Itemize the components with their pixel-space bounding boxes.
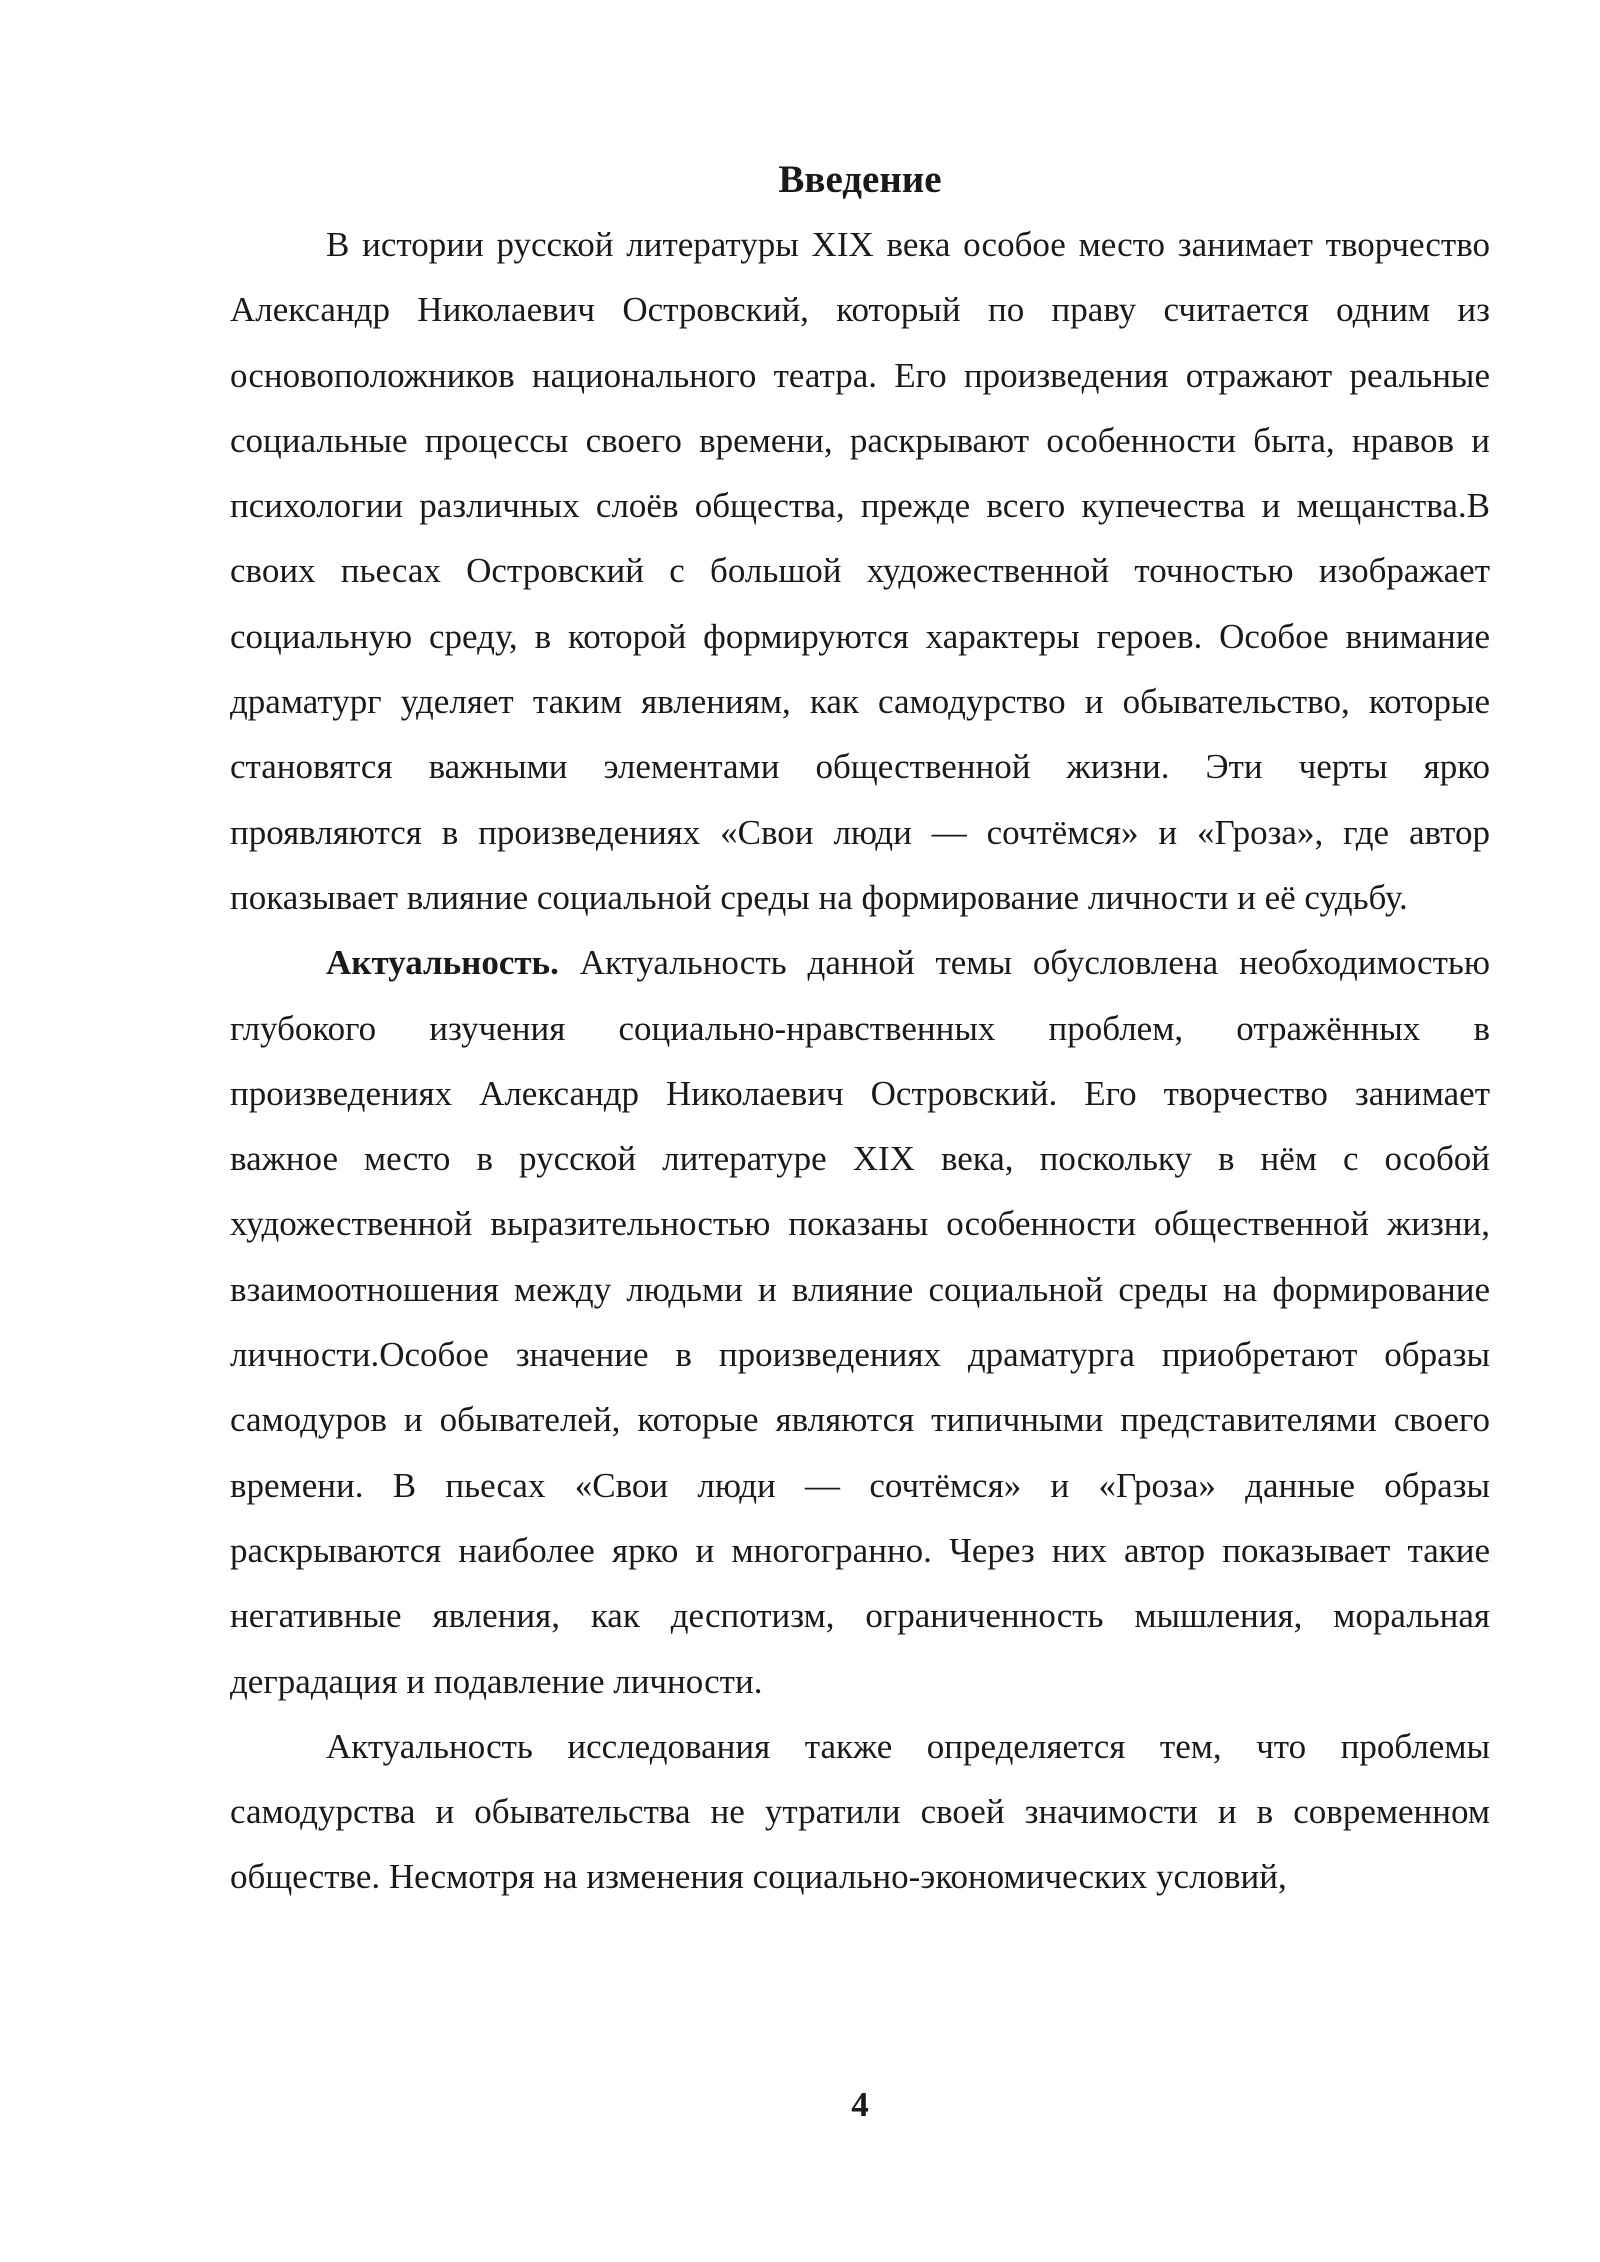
page-body bbox=[230, 150, 1490, 1910]
paragraph-relevance-continued-text: Актуальность исследования также определяется тем, что проблемы самодурства и обывательства не утратили своей значимости и в современном обществе. Несмотря на изменения социально-экономических условий, bbox=[230, 1726, 1490, 1897]
section-title: Введение bbox=[778, 158, 942, 201]
paragraph-relevance-text: Актуальность данной темы обусловлена необходимостью глубокого изучения социально-нравственных проблем, отражённых в произведениях Александр Николаевич Островский. Его творчество занимает важное место в русской литературе XIX века, поскольку в нём с особой художественной выразительностью показаны особенности общественной жизни, взаимоотношения между людьми и влияние социальной среды на формирование личности.Особое значение в произведениях драматурга приобретают образы самодуров и обывателей, которые являются типичными представителями своего времени. В пьесах «Свои люди — сочтёмся» и «Гроза» данные образы раскрываются наиболее ярко и многогранно. Через них автор показывает такие негативные явления, как деспотизм, ограниченность мышления, моральная деградация и подавление личности. bbox=[230, 943, 1490, 1701]
paragraph-intro-text: В истории русской литературы XIX века особое место занимает творчество Александр Николаевич Островский, который по праву считается одним из основоположников национального театра. Его произведения отражают реальные социальные процессы своего времени, раскрывают особенности быта, нравов и психологии различных слоёв общества, прежде всего купечества и мещанства.В своих пьесах Островский с большой художественной точностью изображает социальную среду, в которой формируются характеры героев. Особое внимание драматург уделяет таким явлениям, как самодурство и обывательство, которые становятся важными элементами общественной жизни. Эти черты ярко проявляются в произведениях «Свои люди — сочтёмся» и «Гроза», где автор показывает влияние социальной среды на формирование личности и её судьбу. bbox=[230, 225, 1490, 917]
paragraph-relevance-continued bbox=[230, 1714, 1490, 1910]
relevance-heading: Актуальность. bbox=[326, 943, 559, 983]
paragraph-intro bbox=[230, 212, 1490, 930]
paragraph-relevance bbox=[230, 930, 1490, 1714]
page-number: 4 bbox=[851, 2085, 869, 2124]
